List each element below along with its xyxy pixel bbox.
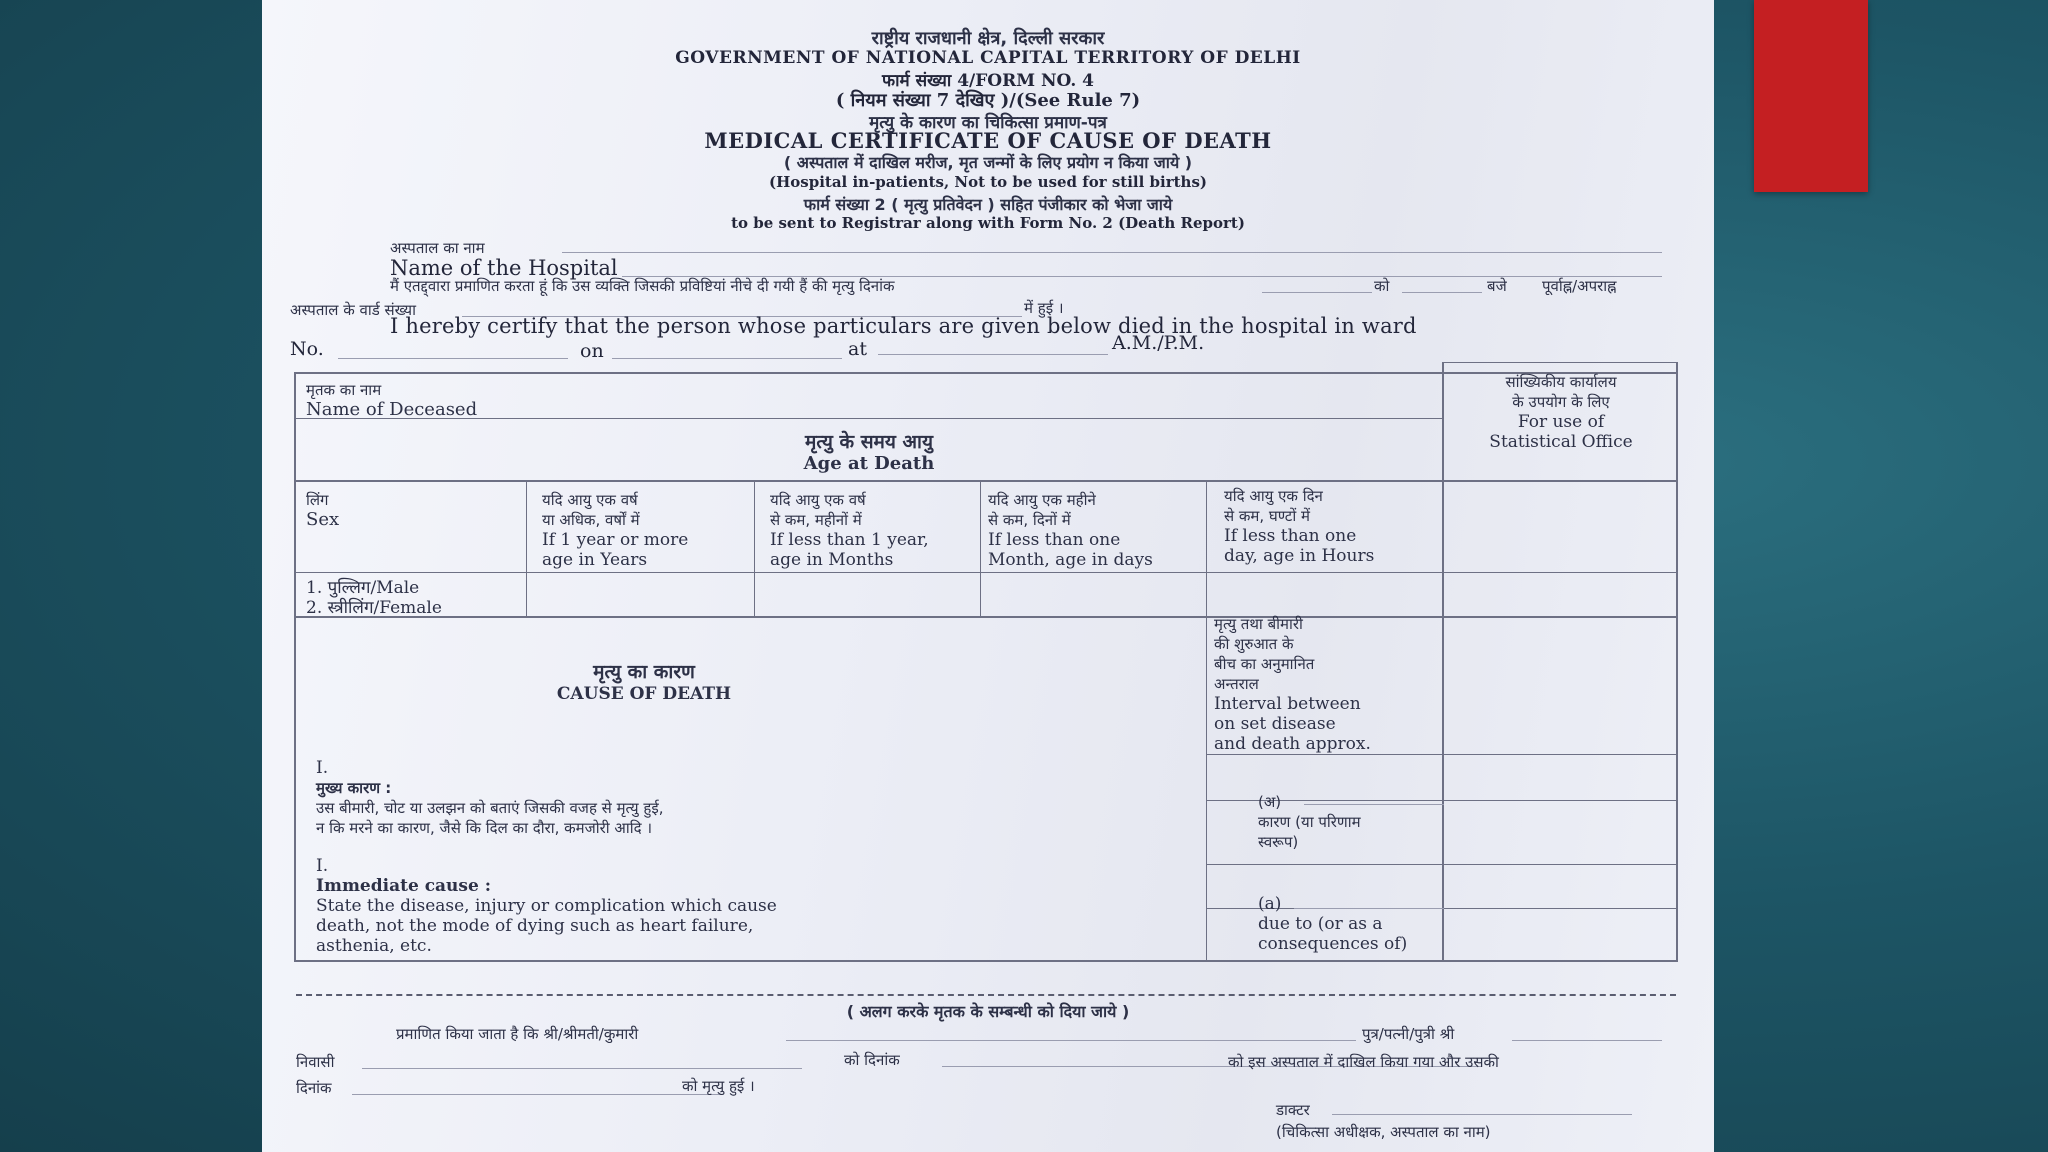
main-desc-hi-1: उस बीमारी, चोट या उलझन को बताएं जिसकी वजह से मृत्यु हुई,: [316, 799, 664, 817]
footer-resident-hi: निवासी: [296, 1053, 335, 1071]
a-hi-label: (अ): [1258, 793, 1282, 811]
certify-hi-hui: में हुई ।: [1024, 299, 1064, 317]
footer-certified-hi: प्रमाणित किया जाता है कि श्री/श्रीमती/कुमारी: [396, 1025, 639, 1043]
stat-office-en-2: Statistical Office: [1489, 432, 1633, 452]
months-hi-1: यदि आयु एक वर्ष: [770, 491, 866, 509]
time-field[interactable]: [878, 354, 1108, 355]
interval-en-1: Interval between: [1214, 694, 1361, 714]
interval-hi-4: अन्तराल: [1214, 675, 1259, 693]
age-years-field[interactable]: [528, 574, 752, 614]
footer-supt-hi: (चिकित्सा अधीक्षक, अस्पताल का नाम): [1276, 1123, 1491, 1141]
age-label-en: Age at Death: [803, 453, 935, 474]
deceased-label-hi: मृतक का नाम: [306, 381, 382, 399]
certify-en-ampm: A.M./P.M.: [1112, 332, 1205, 354]
immediate-desc-1: State the disease, injury or complication which cause: [316, 896, 777, 916]
ward-no-field[interactable]: [338, 358, 568, 359]
due-to-2: consequences of): [1258, 934, 1408, 954]
sex-label-en: Sex: [306, 509, 340, 530]
certify-hi-line2: अस्पताल के वार्ड संख्या: [290, 301, 416, 319]
stat-office-hi-2: के उपयोग के लिए: [1512, 393, 1610, 411]
immediate-desc-3: asthenia, etc.: [316, 936, 432, 956]
days-en-1: If less than one: [988, 530, 1121, 550]
interval-hi-3: बीच का अनुमानित: [1214, 655, 1315, 673]
a-en-label: (a): [1258, 894, 1282, 914]
months-en-2: age in Months: [770, 550, 894, 570]
header-line9-hi: फार्म संख्या 2 ( मृत्यु प्रतिवेदन ) सहित पंजीकार को भेजा जाये: [803, 195, 1173, 214]
footer-date-hi: दिनांक: [296, 1079, 332, 1097]
immediate-cause-label: Immediate cause :: [316, 876, 491, 896]
certify-hi-ko: को: [1374, 277, 1390, 295]
date-field[interactable]: [612, 358, 842, 359]
red-accent-block: [1754, 0, 1868, 192]
footer-on-date-hi: को दिनांक: [844, 1051, 900, 1069]
certify-hi-purvahan: पूर्वाह्न/अपराह्न: [1542, 277, 1617, 295]
doctor-signature-field[interactable]: [1332, 1114, 1632, 1115]
years-hi-1: यदि आयु एक वर्ष: [542, 491, 638, 509]
cause-label-en: CAUSE OF DEATH: [556, 684, 732, 704]
footer-relation-field[interactable]: [1512, 1040, 1662, 1041]
certify-en-at: at: [848, 338, 867, 360]
hospital-label-hi: अस्पताल का नाम: [390, 239, 485, 257]
footer-name-field[interactable]: [786, 1040, 1356, 1041]
certify-hi-line1: मैं एतद्द्वारा प्रमाणित करता हूं कि उस व्यक्ति जिसकी प्रविष्टियां नीचे दी गयी हैं की मृत्यु दिनांक: [390, 277, 895, 295]
tear-off-line: [296, 994, 1676, 996]
footer-son-of-hi: पुत्र/पत्नी/पुत्री श्री: [1362, 1025, 1455, 1043]
karan-hi-2: स्वरूप): [1258, 833, 1299, 851]
age-days-field[interactable]: [982, 574, 1204, 614]
days-hi-1: यदि आयु एक महीने: [988, 491, 1096, 509]
immediate-desc-2: death, not the mode of dying such as heart failure,: [316, 916, 754, 936]
years-en-2: age in Years: [542, 550, 648, 570]
years-en-1: If 1 year or more: [542, 530, 689, 550]
cause-num-en: I.: [316, 856, 329, 876]
stat-office-hi-1: सांख्यिकीय कार्यालय: [1505, 373, 1617, 391]
certificate-title: MEDICAL CERTIFICATE OF CAUSE OF DEATH: [704, 128, 1272, 153]
main-desc-hi-2: न कि मरने का कारण, जैसे कि दिल का दौरा, कमजोरी आदि ।: [316, 819, 653, 837]
hours-hi-1: यदि आयु एक दिन: [1224, 487, 1323, 505]
karan-hi-1: कारण (या परिणाम: [1258, 813, 1361, 831]
header-rule: ( नियम संख्या 7 देखिए )/(See Rule 7): [835, 90, 1141, 111]
cause-num-hi: I.: [316, 758, 329, 778]
deceased-label-en: Name of Deceased: [306, 399, 478, 420]
cause-a-hi-field[interactable]: [1304, 804, 1444, 805]
footer-separate-hi: ( अलग करके मृतक के सम्बन्धी को दिया जाये ): [846, 1002, 1130, 1021]
age-hours-field[interactable]: [1208, 574, 1440, 614]
header-line7-hi: ( अस्पताल में दाखिल मरीज, मृत जन्मों के लिए प्रयोग न किया जाये ): [783, 153, 1193, 172]
hospital-label-en: Name of the Hospital: [390, 256, 618, 280]
footer-admitted-hi: को इस अस्पताल में दाखिल किया गया और उसकी: [1228, 1053, 1499, 1071]
certificate-document: [262, 0, 1714, 1152]
months-en-1: If less than 1 year,: [770, 530, 929, 550]
header-line5-hi: मृत्यु के कारण का चिकित्सा प्रमाण-पत्र: [869, 113, 1107, 133]
age-months-field[interactable]: [756, 574, 978, 614]
certify-en-line1: I hereby certify that the person whose particulars are given below died in the hospital in ward: [390, 314, 1417, 338]
sex-label-hi: लिंग: [306, 491, 329, 509]
interval-hi-2: की शुरुआत के: [1214, 635, 1294, 653]
hours-en-2: day, age in Hours: [1224, 546, 1375, 566]
header-line10-en: to be sent to Registrar along with Form No. 2 (Death Report): [731, 214, 1245, 232]
days-en-2: Month, age in days: [988, 550, 1153, 570]
cause-a-en-field[interactable]: [1294, 908, 1444, 909]
deceased-name-field[interactable]: [562, 376, 1422, 416]
sex-option-male[interactable]: 1. पुल्लिग/Male: [306, 578, 420, 598]
sex-option-female[interactable]: 2. स्त्रीलिंग/Female: [306, 598, 442, 618]
cause-label-hi: मृत्यु का कारण: [593, 661, 695, 683]
hours-hi-2: से कम, घण्टों में: [1224, 507, 1310, 525]
hours-en-1: If less than one: [1224, 526, 1357, 546]
days-hi-2: से कम, दिनों में: [988, 511, 1071, 529]
certify-en-no: No.: [290, 338, 324, 360]
certify-hi-baje: बजे: [1487, 277, 1507, 295]
due-to-1: due to (or as a: [1258, 914, 1383, 934]
main-cause-hi: मुख्य कारण :: [316, 779, 392, 797]
years-hi-2: या अधिक, वर्षों में: [542, 511, 640, 529]
header-line8-en: (Hospital in-patients, Not to be used for still births): [768, 173, 1208, 191]
header-form-no: फार्म संख्या 4/FORM NO. 4: [881, 71, 1094, 91]
footer-death-date-field[interactable]: [352, 1094, 722, 1095]
certify-en-on: on: [580, 340, 604, 362]
header-govt-name: GOVERNMENT OF NATIONAL CAPITAL TERRITORY OF DELHI: [675, 48, 1301, 68]
footer-doctor-hi: डाक्टर: [1276, 1101, 1310, 1119]
interval-hi-1: मृत्यु तथा बीमारी: [1214, 615, 1303, 633]
footer-address-field[interactable]: [362, 1068, 802, 1069]
age-label-hi: मृत्यु के समय आयु: [805, 431, 933, 453]
header-line1-hi: राष्ट्रीय राजधानी क्षेत्र, दिल्ली सरकार: [871, 28, 1105, 49]
stat-office-en-1: For use of: [1517, 412, 1605, 432]
months-hi-2: से कम, महीनों में: [770, 511, 862, 529]
interval-en-3: and death approx.: [1214, 734, 1371, 754]
footer-died-hi: को मृत्यु हुई ।: [682, 1077, 755, 1095]
interval-en-2: on set disease: [1214, 714, 1336, 734]
